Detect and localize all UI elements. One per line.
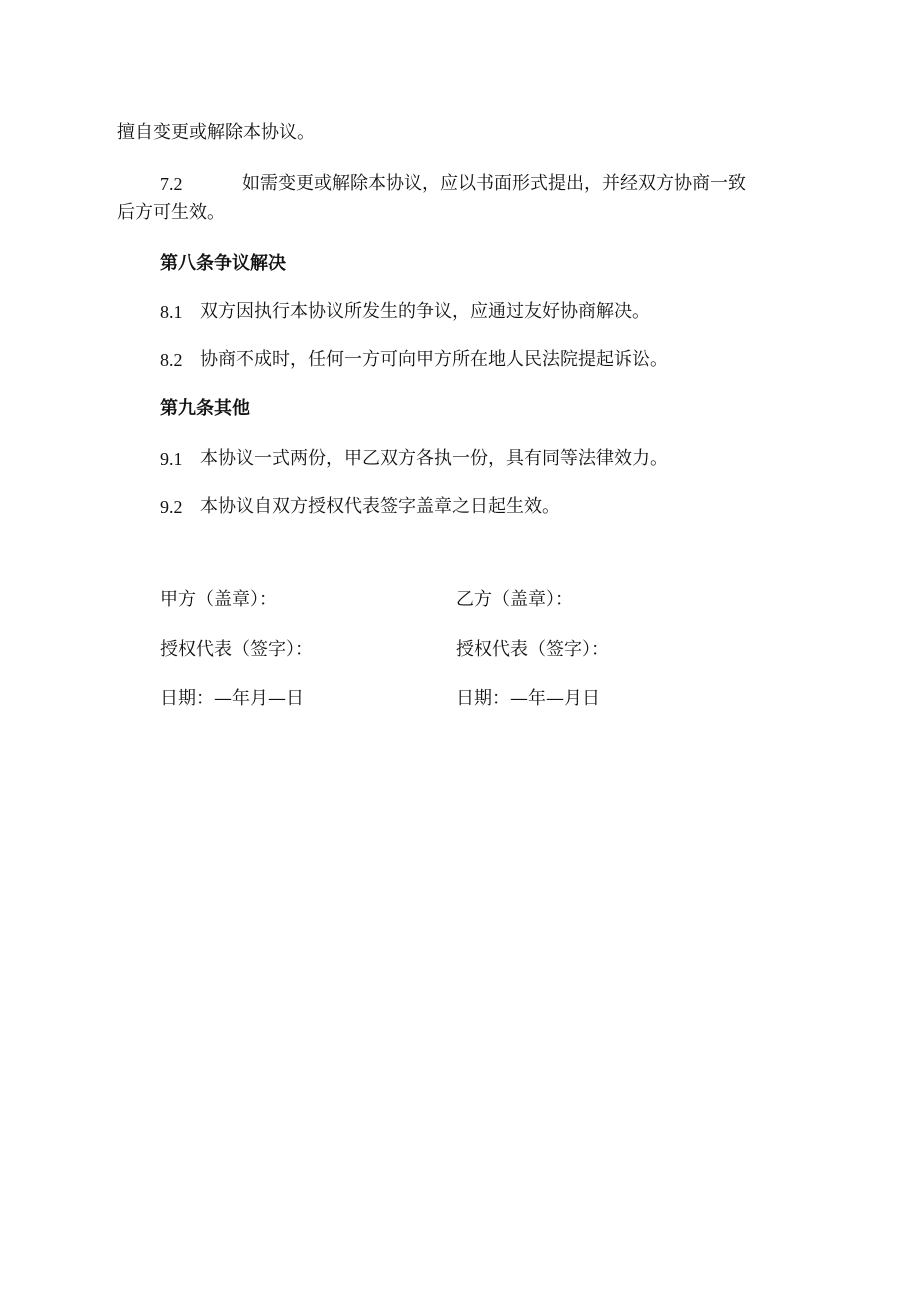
clause-9-1-text: 本协议一式两份，甲乙双方各执一份，具有同等法律效力。 [200,448,668,469]
party-a-seal-label: 甲方（盖章）： [160,589,277,610]
clause-8-1-text: 双方因执行本协议所发生的争议，应通过友好协商解决。 [200,301,650,322]
clause-7-2-text-line1: 如需变更或解除本协议，应以书面形式提出，并经双方协商一致 [242,173,746,194]
clause-8-2-number: 8.2 [160,350,183,370]
clause-8-2-text: 协商不成时，任何一方可向甲方所在地人民法院提起诉讼。 [200,349,668,370]
continuation-text: 擅自变更或解除本协议。 [117,122,315,143]
clause-8-1-number: 8.1 [160,302,183,322]
clause-9-1-number: 9.1 [160,449,183,469]
clause-9-2-text: 本协议自双方授权代表签字盖章之日起生效。 [200,496,560,517]
party-a-representative-label: 授权代表（签字）： [160,639,313,660]
party-b-representative-label: 授权代表（签字）： [456,639,609,660]
clause-9-2-number: 9.2 [160,497,183,517]
clause-7-2-number: 7.2 [160,174,183,194]
article-9-heading: 第九条其他 [160,398,250,419]
article-8-heading: 第八条争议解决 [160,253,286,274]
party-a-date-label: 日期：—年月—日 [160,688,304,709]
party-b-seal-label: 乙方（盖章）： [456,589,573,610]
party-b-date-label: 日期：—年—月日 [456,688,600,709]
clause-7-2-text-line2: 后方可生效。 [117,202,225,223]
